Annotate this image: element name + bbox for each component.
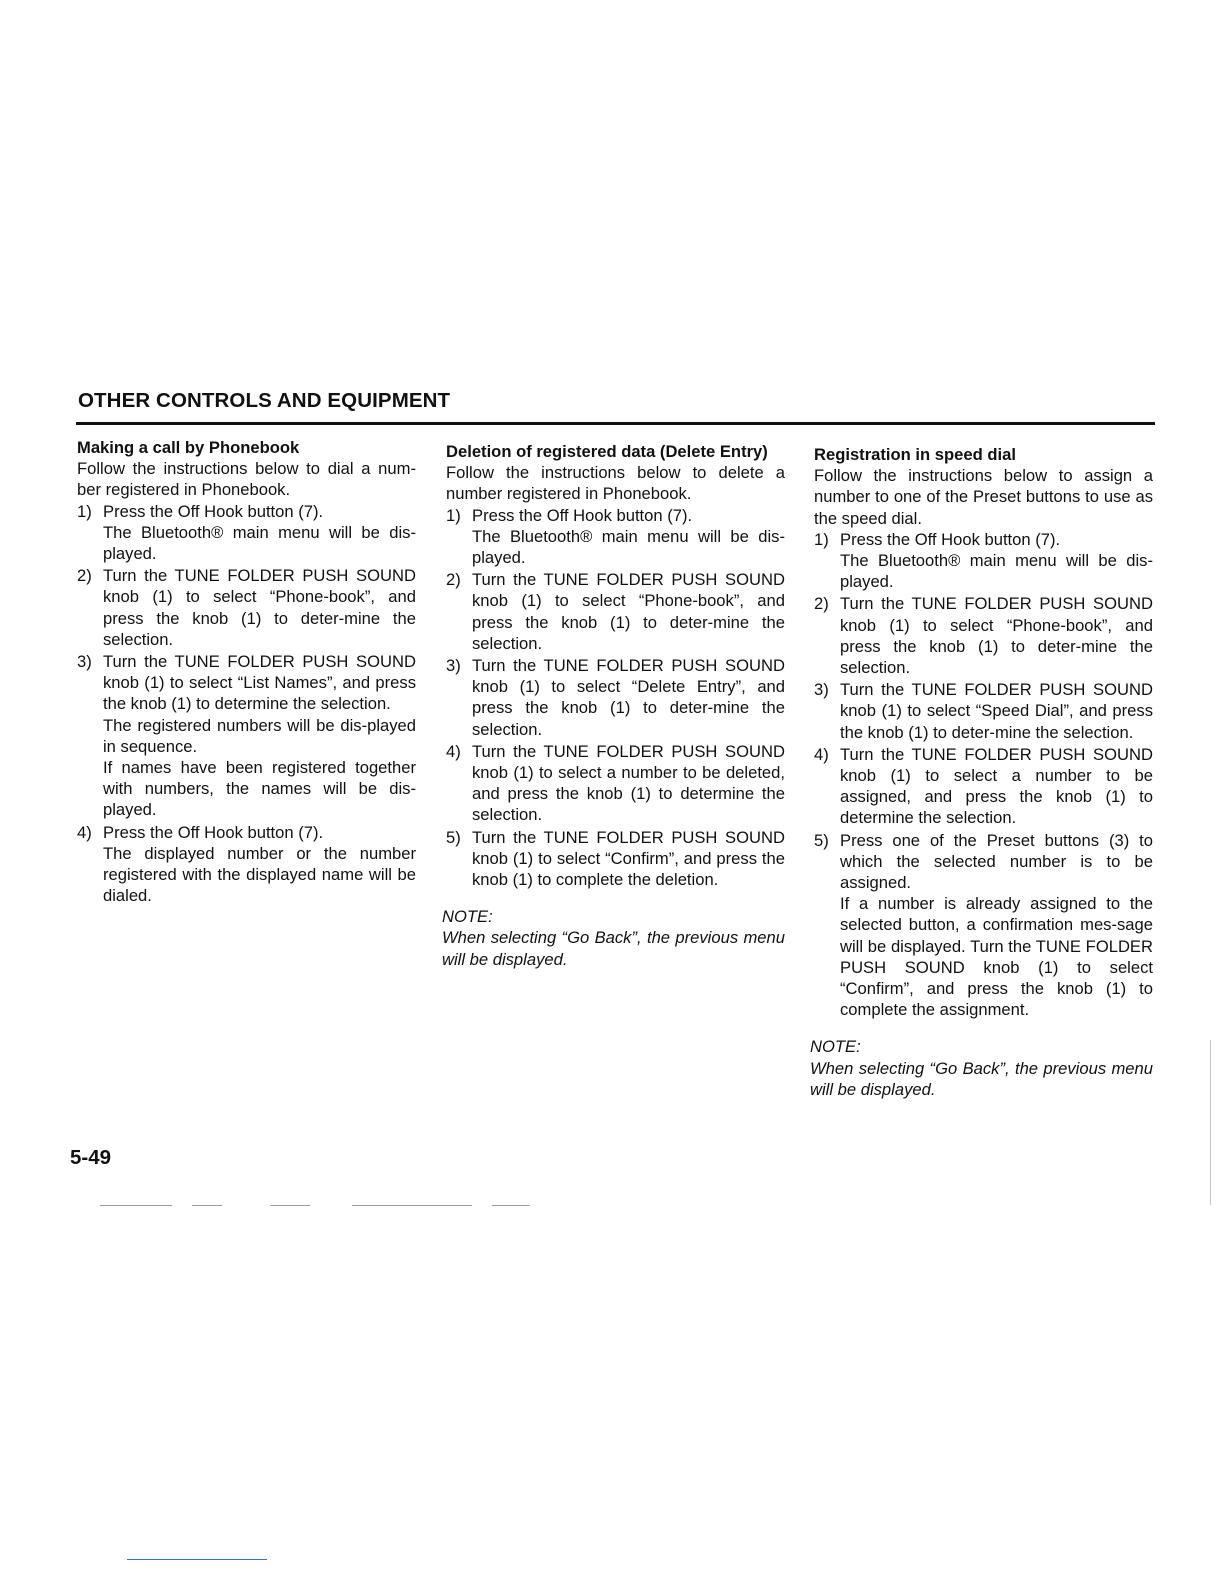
section-intro: Follow the instructions below to delete a number registered in Phonebook. bbox=[446, 463, 785, 504]
section-heading: Registration in speed dial bbox=[814, 445, 1016, 464]
step-text: Turn the TUNE FOLDER PUSH SOUND knob (1) to select “Phone-book”, and press the knob (1) to deter-mine the selection. bbox=[472, 570, 785, 653]
step-number: 3) bbox=[446, 656, 461, 676]
step-number: 2) bbox=[814, 594, 829, 614]
step-text: If names have been registered together with numbers, the names will be dis-played. bbox=[103, 758, 416, 820]
step-number: 4) bbox=[77, 822, 92, 842]
step-text: The displayed number or the number registered with the displayed name will be dialed. bbox=[103, 843, 416, 906]
step-text: Press the Off Hook button (7). bbox=[472, 505, 693, 525]
step-text: Press the Off Hook button (7). bbox=[840, 529, 1061, 549]
step-number: 3) bbox=[814, 680, 829, 700]
section-heading: Deletion of registered data (Delete Entry) bbox=[446, 442, 768, 461]
step-item bbox=[446, 741, 785, 826]
step-number: 1) bbox=[446, 505, 461, 525]
step-text: The Bluetooth® main menu will be dis-played. bbox=[472, 526, 785, 568]
step-number: 3) bbox=[77, 652, 92, 672]
step-item bbox=[446, 505, 785, 569]
step-item bbox=[814, 679, 1153, 743]
step-number: 2) bbox=[77, 566, 92, 586]
section-intro: Follow the instructions below to dial a num-ber registered in Phonebook. bbox=[77, 459, 416, 500]
step-text: Turn the TUNE FOLDER PUSH SOUND knob (1) to select a number to be assigned, and press the knob (1) to determine the selection. bbox=[840, 744, 1153, 828]
step-text: Turn the TUNE FOLDER PUSH SOUND knob (1) to select “Delete Entry”, and press the knob (1) to deter-mine the selection. bbox=[472, 656, 785, 739]
page-number: 5-49 bbox=[70, 1146, 112, 1169]
step-text: The Bluetooth® main menu will be dis-played. bbox=[103, 522, 416, 564]
section-intro: Follow the instructions below to assign a number to one of the Preset buttons to use as the speed dial. bbox=[814, 466, 1153, 528]
step-text: Press the Off Hook button (7). bbox=[103, 501, 324, 521]
column-speed-dial bbox=[810, 444, 1153, 1100]
step-text: Press one of the Preset buttons (3) to which the selected number is to be assigned. bbox=[840, 830, 1153, 893]
step-number: 5) bbox=[814, 830, 829, 850]
step-item bbox=[77, 565, 416, 650]
step-item bbox=[814, 593, 1153, 678]
step-list bbox=[446, 505, 785, 891]
step-text: Turn the TUNE FOLDER PUSH SOUND knob (1) to select “List Names”, and press the knob (1) to determine the selection. bbox=[103, 652, 416, 714]
step-text: Turn the TUNE FOLDER PUSH SOUND knob (1) to select “Phone-book”, and press the knob (1) to deter-mine the selection. bbox=[840, 594, 1153, 678]
step-item bbox=[77, 822, 416, 907]
step-item bbox=[77, 501, 416, 565]
step-text: If a number is already assigned to the selected button, a confirmation mes-sage will be displayed. Turn the TUNE FOLDER PUSH SOUND knob (1) to select “Confirm”, and press the knob (1) to complete the assignment. bbox=[840, 894, 1153, 1020]
step-text: Press the Off Hook button (7). bbox=[103, 822, 324, 842]
step-text: Turn the TUNE FOLDER PUSH SOUND knob (1) to select “Phone-book”, and press the knob (1) to deter-mine the selection. bbox=[103, 566, 416, 649]
step-item bbox=[814, 830, 1153, 1021]
step-list bbox=[814, 529, 1153, 1021]
step-item bbox=[446, 827, 785, 891]
section-heading: Making a call by Phonebook bbox=[77, 438, 300, 457]
step-number: 4) bbox=[814, 744, 829, 764]
column-delete-entry bbox=[442, 441, 785, 970]
step-number: 5) bbox=[446, 827, 461, 847]
step-text: The registered numbers will be dis-played in sequence. bbox=[103, 715, 416, 756]
step-item bbox=[446, 569, 785, 654]
note-label: NOTE: bbox=[810, 1037, 861, 1057]
step-item bbox=[814, 744, 1153, 829]
bottom-link-line bbox=[127, 1559, 267, 1560]
scan-artifact-lines bbox=[100, 1205, 530, 1207]
page-section-title: OTHER CONTROLS AND EQUIPMENT bbox=[78, 389, 451, 412]
header-rule bbox=[76, 422, 1155, 425]
step-text: Turn the TUNE FOLDER PUSH SOUND knob (1) to select “Confirm”, and press the knob (1) to complete the deletion. bbox=[472, 827, 785, 890]
step-item bbox=[814, 529, 1153, 593]
step-text: Turn the TUNE FOLDER PUSH SOUND knob (1) to select “Speed Dial”, and press the knob (1) to deter-mine the selection. bbox=[840, 680, 1153, 742]
step-list bbox=[77, 501, 416, 907]
step-number: 2) bbox=[446, 570, 461, 590]
step-number: 1) bbox=[77, 501, 92, 521]
step-text: The Bluetooth® main menu will be dis-played. bbox=[840, 551, 1153, 592]
step-item bbox=[446, 655, 785, 740]
step-number: 4) bbox=[446, 741, 461, 761]
step-item bbox=[77, 651, 416, 821]
note-text: When selecting “Go Back”, the previous menu will be displayed. bbox=[442, 928, 785, 969]
step-number: 1) bbox=[814, 529, 829, 549]
margin-line bbox=[1210, 1040, 1211, 1205]
note-label: NOTE: bbox=[442, 907, 493, 927]
step-text: Turn the TUNE FOLDER PUSH SOUND knob (1) to select a number to be deleted, and press the knob (1) to determine the selection. bbox=[472, 741, 785, 825]
column-making-a-call bbox=[77, 437, 416, 907]
note-text: When selecting “Go Back”, the previous menu will be displayed. bbox=[810, 1058, 1153, 1099]
